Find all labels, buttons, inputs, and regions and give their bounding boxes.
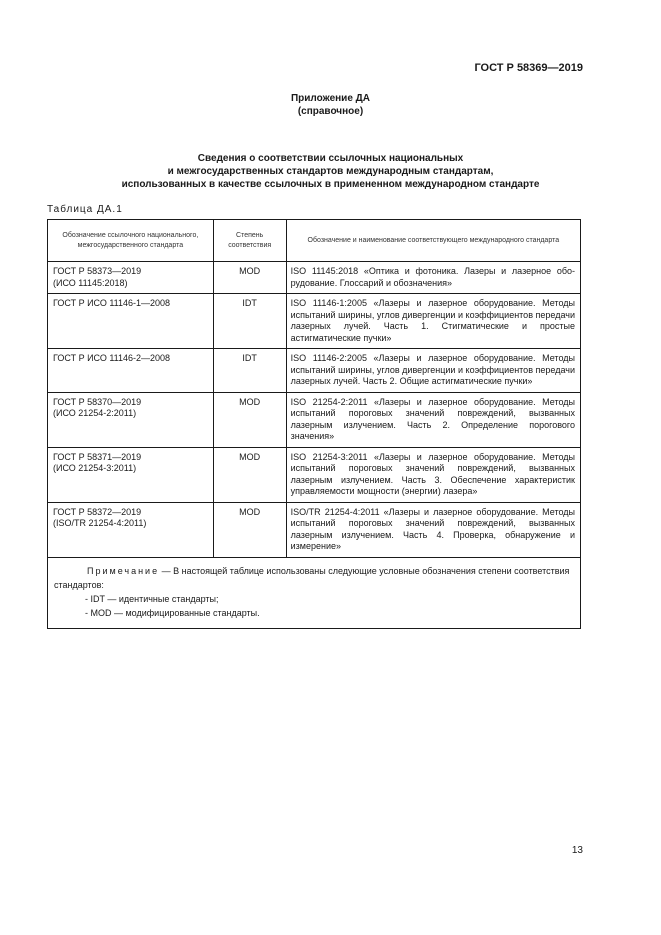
column-header-standard: Обозначение ссылочного национального, межгосударственного стандарта [48, 220, 214, 262]
table-row [48, 294, 581, 349]
standard-code: ГОСТ Р 58370—2019 [53, 396, 142, 407]
column-header-degree: Степень соответствия [213, 220, 286, 262]
degree-cell: MOD [213, 447, 286, 502]
note-item: - MOD — модифицированные стандарты. [85, 607, 260, 618]
table-label: Таблица ДА.1 [47, 204, 123, 215]
standard-code: ГОСТ Р 58373—2019 [53, 266, 142, 276]
standard-cell [48, 262, 214, 294]
standard-code: ГОСТ Р 58371—2019 [53, 451, 142, 462]
document-code: ГОСТ Р 58369—2019 [474, 62, 583, 74]
standard-cell [48, 502, 214, 557]
standard-equivalent: (ИСО 11145:2018) [53, 277, 128, 288]
annex-title: Приложение ДА [290, 93, 371, 104]
table-note [48, 557, 581, 628]
section-title [0, 152, 661, 191]
international-cell: ISO 11145:2018 «Оптика и фотоника. Лазеры и лазерное оборудование. Глоссарий и обозначения» [286, 262, 580, 294]
table-row [48, 502, 581, 557]
page-number: 13 [571, 845, 583, 856]
section-title-line: использованных в качестве ссылочных в примененном международном стандарте [121, 179, 540, 190]
degree-cell: IDT [213, 349, 286, 393]
note-text: — В настоящей таблице использованы следующие условные обозначения степени соответствия стандартов: [54, 565, 570, 590]
standard-cell [48, 294, 214, 349]
degree-cell: MOD [213, 392, 286, 447]
standard-code: ГОСТ Р 58372—2019 [53, 506, 142, 517]
international-cell: ISO 11146-1:2005 «Лазеры и лазерное оборудование. Методы испытаний ширины, углов дивергенции и коэффициентов передачи лазерных лучей. Часть 1. Стигматические и простые астигматические пучки» [286, 294, 580, 349]
degree-cell: IDT [213, 294, 286, 349]
table-header-row [48, 220, 581, 262]
note-heading [54, 564, 574, 592]
table-row [48, 262, 581, 294]
table-row [48, 392, 581, 447]
table-row [48, 447, 581, 502]
correspondence-table [47, 219, 581, 629]
international-cell: ISO 21254-2:2011 «Лазеры и лазерное оборудование. Методы испытаний пороговых значений повреждений, вызванных лазерным излучением. Часть 2. Определение порогового значения» [286, 392, 580, 447]
degree-cell: MOD [213, 502, 286, 557]
standard-cell [48, 447, 214, 502]
note-label: Примечание [87, 565, 160, 576]
international-cell: ISO 21254-3:2011 «Лазеры и лазерное оборудование. Методы испытаний пороговых значений повреждений, вызванных лазерным излучением. Часть 3. Обеспечение характеристик управляемости мощности (энергии) лазера» [286, 447, 580, 502]
standard-cell [48, 392, 214, 447]
table-note-row [48, 557, 581, 628]
column-header-international: Обозначение и наименование соответствующего международного стандарта [286, 220, 580, 262]
section-title-line: Сведения о соответствии ссылочных национальных [197, 153, 464, 164]
standard-code: ГОСТ Р ИСО 11146-2—2008 [53, 353, 171, 363]
international-cell: ISO 11146-2:2005 «Лазеры и лазерное оборудование. Методы испытаний ширины, углов дивергенции и коэффициентов передачи лазерных лучей. Часть 2. Общие астигматические пучки» [286, 349, 580, 393]
table-row [48, 349, 581, 393]
international-cell: ISO/TR 21254-4:2011 «Лазеры и лазерное оборудование. Методы испытаний пороговых значений повреждений, вызванных лазерным излучением. Часть 4. Проверка, обнаружение и измерение» [286, 502, 580, 557]
section-title-line: и межгосударственных стандартов международным стандартам, [167, 166, 494, 177]
annex-subtitle: (справочное) [297, 106, 364, 117]
degree-cell: MOD [213, 262, 286, 294]
standard-equivalent: (ИСО 21254-2:2011) [53, 408, 137, 418]
standard-code: ГОСТ Р ИСО 11146-1—2008 [53, 298, 171, 308]
standard-cell [48, 349, 214, 393]
note-item: - IDT — идентичные стандарты; [85, 593, 219, 604]
annex-heading [0, 92, 661, 118]
standard-equivalent: (ИСО 21254-3:2011) [53, 463, 137, 473]
standard-equivalent: (ISO/TR 21254-4:2011) [53, 518, 147, 528]
